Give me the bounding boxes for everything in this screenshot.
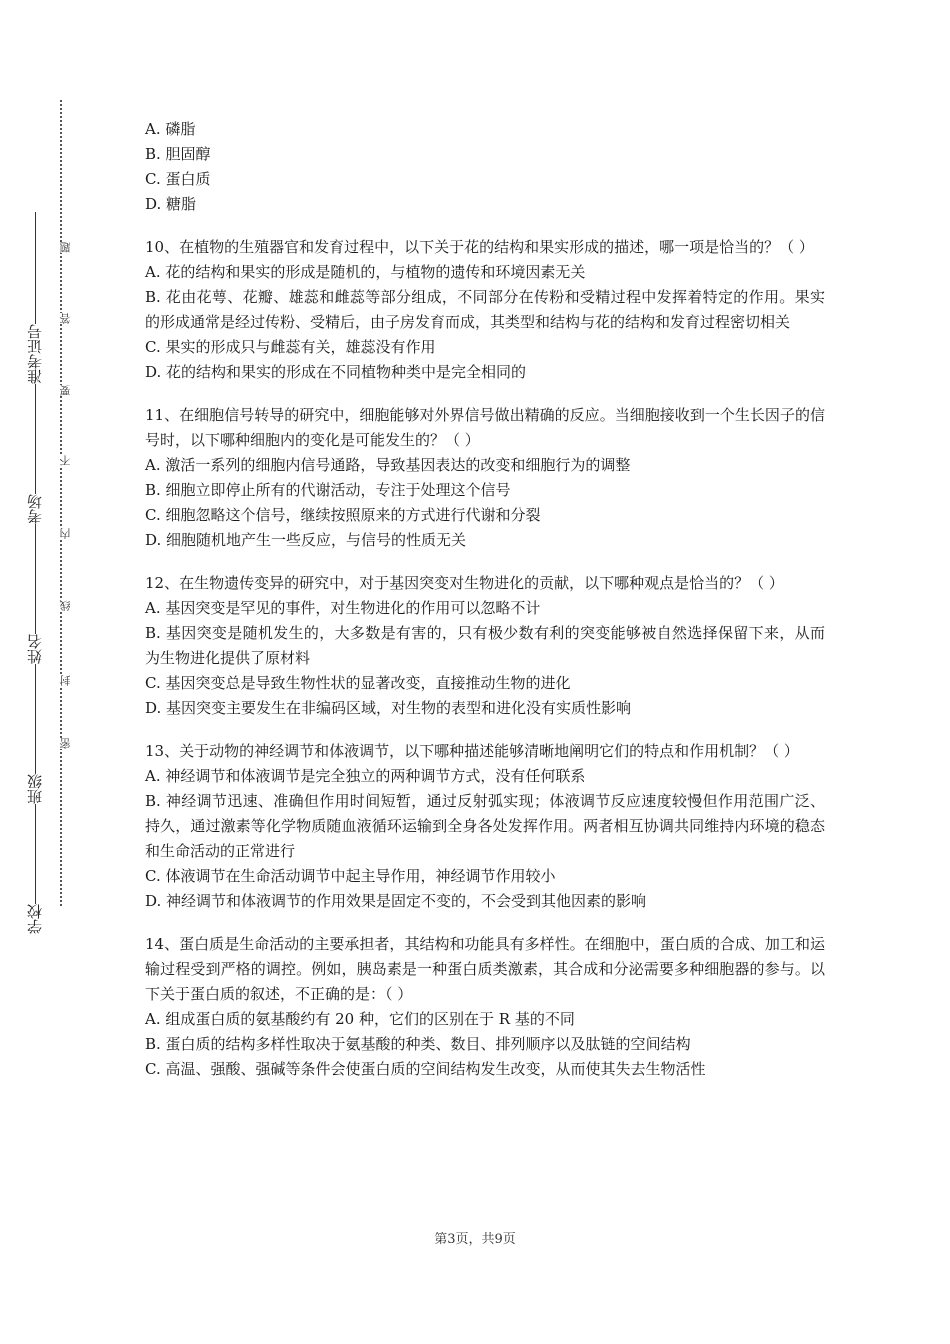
- ticket-blank[interactable]: [34, 212, 36, 324]
- question-stem: 12、在生物遗传变异的研究中，对于基因突变对生物进化的贡献，以下哪种观点是恰当的？（ ）: [145, 574, 784, 592]
- seal-char-nei: 内: [59, 528, 72, 539]
- prev-question-options: [145, 117, 825, 217]
- option-a: A. 神经调节和体液调节是完全独立的两种调节方式，没有任何联系: [145, 767, 586, 785]
- question-stem: 14、蛋白质是生命活动的主要承担者，其结构和功能具有多样性。在细胞中，蛋白质的合成、加工和运输过程受到严格的调控。例如，胰岛素是一种蛋白质类激素，其合成和分泌需要多种细胞器的参与。以下关于蛋白质的叙述，不正确的是：（ ）: [145, 935, 825, 1003]
- seal-char-bu: 不: [59, 455, 72, 466]
- seal-char-yao: 要: [59, 385, 72, 396]
- option-d: D. 花的结构和果实的形成在不同植物种类中是完全相同的: [145, 363, 527, 381]
- option-a: A. 磷脂: [145, 120, 196, 138]
- question-stem: 13、关于动物的神经调节和体液调节，以下哪种描述能够清晰地阐明它们的特点和作用机制？（ ）: [145, 742, 799, 760]
- question-10: [145, 235, 825, 385]
- room-label: 考场: [26, 494, 44, 524]
- option-a: A. 花的结构和果实的形成是随机的，与植物的遗传和环境因素无关: [145, 263, 586, 281]
- question-stem: 11、在细胞信号转导的研究中，细胞能够对外界信号做出精确的反应。当细胞接收到一个生长因子的信号时，以下哪种细胞内的变化是可能发生的？（ ）: [145, 406, 825, 449]
- option-c: C. 细胞忽略这个信号，继续按照原来的方式进行代谢和分裂: [145, 506, 541, 524]
- option-d: D. 基因突变主要发生在非编码区域，对生物的表型和进化没有实质性影响: [145, 699, 632, 717]
- name-label: 姓名: [26, 634, 44, 664]
- option-c: C. 蛋白质: [145, 170, 211, 188]
- option-b: B. 细胞立即停止所有的代谢活动，专注于处理这个信号: [145, 481, 511, 499]
- exam-content: [145, 117, 825, 1100]
- school-label: 学校: [26, 904, 44, 934]
- option-d: D. 糖脂: [145, 195, 197, 213]
- option-b: B. 花由花萼、花瓣、雄蕊和雌蕊等部分组成，不同部分在传粉和受精过程中发挥着特定的作用。果实的形成通常是经过传粉、受精后，由子房发育而成，其类型和结构与花的结构和发育过程密切相关: [145, 288, 825, 331]
- question-12: [145, 571, 825, 721]
- question-14: [145, 932, 825, 1082]
- seal-char-da: 答: [59, 313, 72, 324]
- page-number: 第3页，共9页: [434, 1232, 516, 1247]
- option-d: D. 神经调节和体液调节的作用效果是固定不变的，不会受到其他因素的影响: [145, 892, 647, 910]
- option-a: A. 激活一系列的细胞内信号通路，导致基因表达的改变和细胞行为的调整: [145, 456, 631, 474]
- question-stem: 10、在植物的生殖器官和发育过程中，以下关于花的结构和果实形成的描述，哪一项是恰当的？（ ）: [145, 238, 814, 256]
- option-b: B. 神经调节迅速、准确但作用时间短暂，通过反射弧实现；体液调节反应速度较慢但作用范围广泛、持久，通过激素等化学物质随血液循环运输到全身各处发挥作用。两者相互协调共同维持内环境的稳态和生命活动的正常进行: [145, 792, 825, 860]
- class-blank[interactable]: [34, 664, 36, 774]
- option-a: A. 基因突变是罕见的事件，对生物进化的作用可以忽略不计: [145, 599, 541, 617]
- seal-char-xian: 线: [59, 600, 72, 611]
- seal-char-mi: 密: [59, 738, 72, 749]
- option-b: B. 基因突变是随机发生的，大多数是有害的，只有极少数有利的突变能够被自然选择保留下来，从而为生物进化提供了原材料: [145, 624, 825, 667]
- option-c: C. 高温、强酸、强碱等条件会使蛋白质的空间结构发生改变，从而使其失去生物活性: [145, 1060, 706, 1078]
- question-13: [145, 739, 825, 914]
- option-c: C. 基因突变总是导致生物性状的显著改变，直接推动生物的进化: [145, 674, 571, 692]
- option-b: B. 胆固醇: [145, 145, 211, 163]
- option-a: A. 组成蛋白质的氨基酸约有 20 种，它们的区别在于 R 基的不同: [145, 1010, 575, 1028]
- binding-fields: [20, 84, 50, 934]
- ticket-label: 准考证号: [26, 324, 44, 384]
- option-b: B. 蛋白质的结构多样性取决于氨基酸的种类、数目、排列顺序以及肽链的空间结构: [145, 1035, 691, 1053]
- option-c: C. 体液调节在生命活动调节中起主导作用，神经调节作用较小: [145, 867, 556, 885]
- room-blank[interactable]: [34, 384, 36, 494]
- option-d: D. 细胞随机地产生一些反应，与信号的性质无关: [145, 531, 467, 549]
- school-blank[interactable]: [34, 804, 36, 904]
- question-11: [145, 403, 825, 553]
- seal-char-ti: 题: [59, 242, 72, 253]
- class-label: 班级: [26, 774, 44, 804]
- seal-char-feng: 封: [59, 675, 72, 686]
- seal-dotted-line: [60, 100, 76, 906]
- option-c: C. 果实的形成只与雌蕊有关，雄蕊没有作用: [145, 338, 436, 356]
- name-blank[interactable]: [34, 524, 36, 634]
